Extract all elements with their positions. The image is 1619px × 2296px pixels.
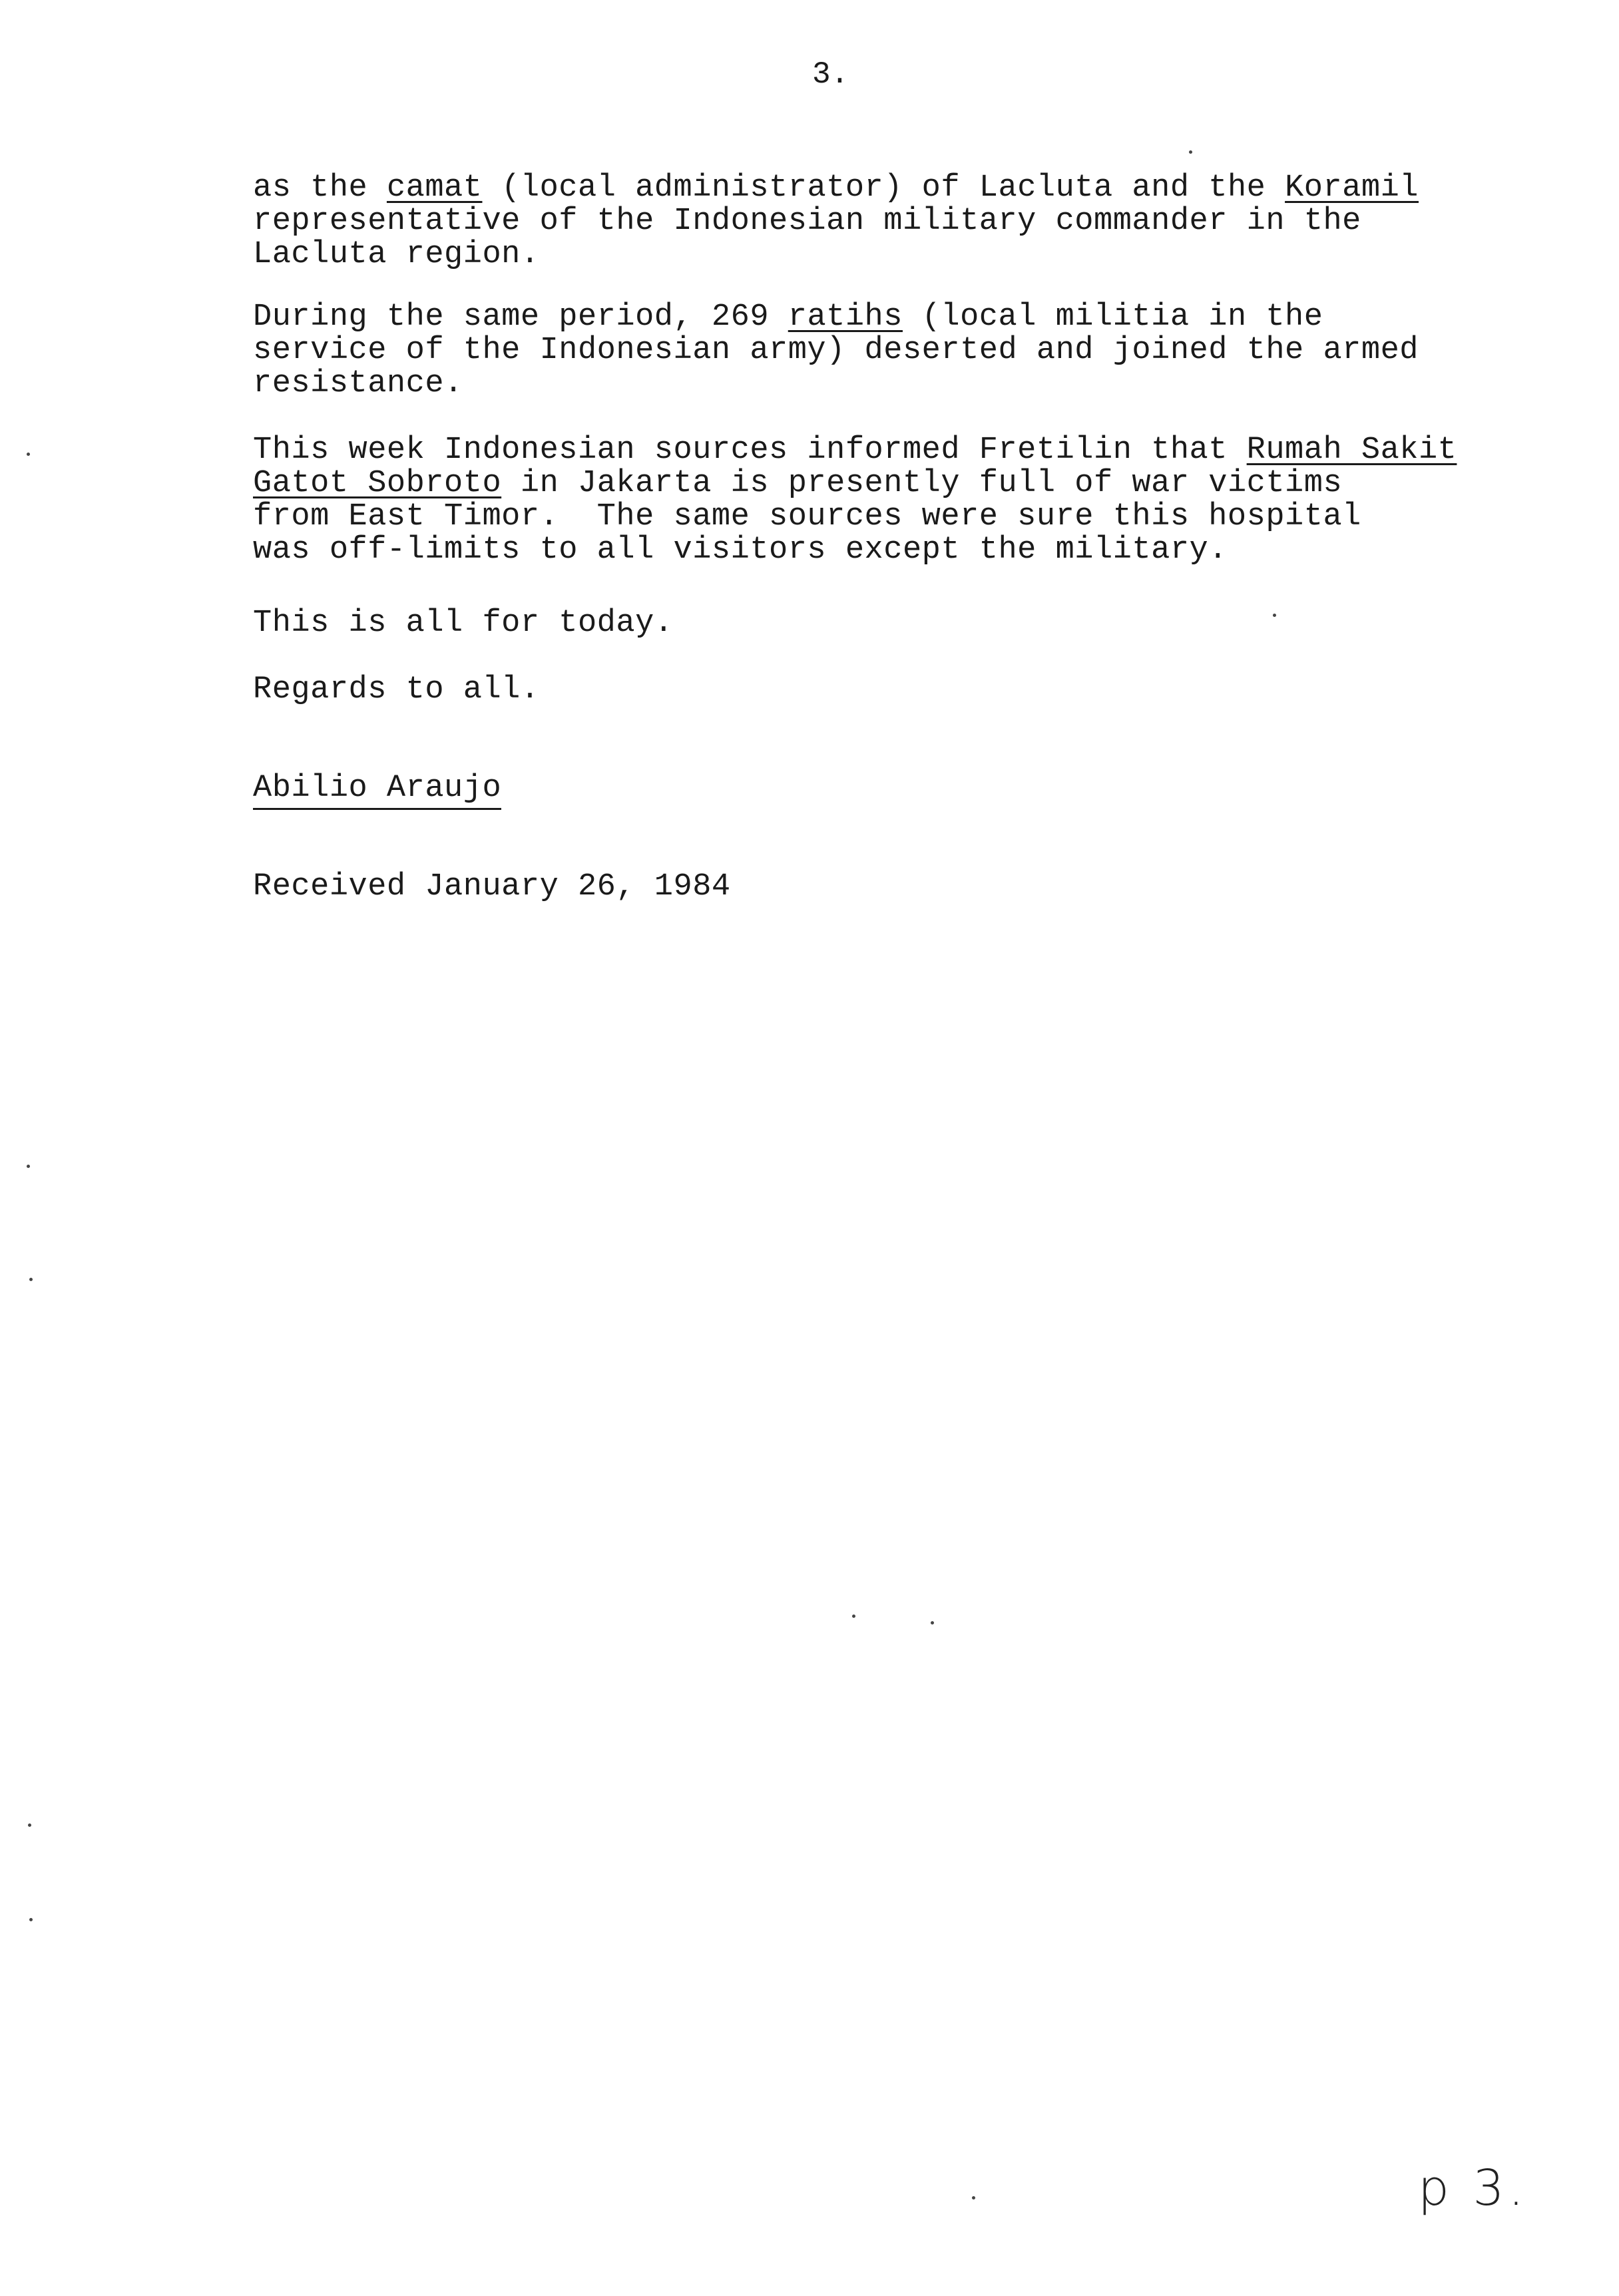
scan-speck: [28, 1823, 31, 1827]
paragraph-hospital-report: [253, 434, 1551, 567]
received-date: Received January 26, 1984: [253, 869, 731, 904]
signature-name: Abilio Araujo: [253, 772, 501, 810]
text-run: from East Timor. The same sources were sure this hospital: [253, 499, 1361, 534]
underlined-term: ratihs: [788, 299, 903, 335]
paragraph-lacluta-administration: [253, 172, 1551, 272]
scan-speck: [27, 453, 30, 456]
text-run: representative of the Indonesian military commander in the: [253, 204, 1361, 239]
scan-speck: [29, 1918, 33, 1921]
text-run: During the same period, 269: [253, 299, 788, 335]
scan-speck: [972, 2196, 975, 2200]
text-run: as the: [253, 170, 387, 206]
scan-speck: [1273, 614, 1276, 617]
text-run: service of the Indonesian army) deserted and joined the armed: [253, 333, 1419, 368]
page-number: 3.: [812, 57, 849, 92]
underlined-term: Rumah Sakit: [1246, 433, 1457, 468]
text-run: This week Indonesian sources informed Fretilin that: [253, 433, 1247, 468]
text-run: Regards to all.: [253, 672, 540, 707]
handwritten-page-mark: p 3.: [1418, 2160, 1528, 2217]
scan-speck: [852, 1615, 855, 1618]
text-run: in Jakarta is presently full of war victims: [501, 466, 1343, 501]
scan-speck: [931, 1621, 934, 1625]
text-run: was off-limits to all visitors except the military.: [253, 532, 1228, 568]
text-run: Lacluta region.: [253, 237, 540, 272]
text-run: (local militia in the: [902, 299, 1323, 335]
paragraph-regards: [253, 673, 1551, 707]
scan-speck: [27, 1165, 30, 1168]
underlined-term: Koramil: [1285, 170, 1419, 206]
scan-speck: [1189, 150, 1192, 154]
text-run: resistance.: [253, 366, 463, 401]
text-run: This is all for today.: [253, 606, 674, 641]
paragraph-ratihs-desertion: [253, 301, 1551, 401]
underlined-term: Gatot Sobroto: [253, 466, 502, 501]
paragraph-closing: [253, 607, 1551, 640]
text-run: (local administrator) of Lacluta and the: [482, 170, 1285, 206]
underlined-term: camat: [386, 170, 483, 206]
scan-speck: [29, 1278, 33, 1281]
